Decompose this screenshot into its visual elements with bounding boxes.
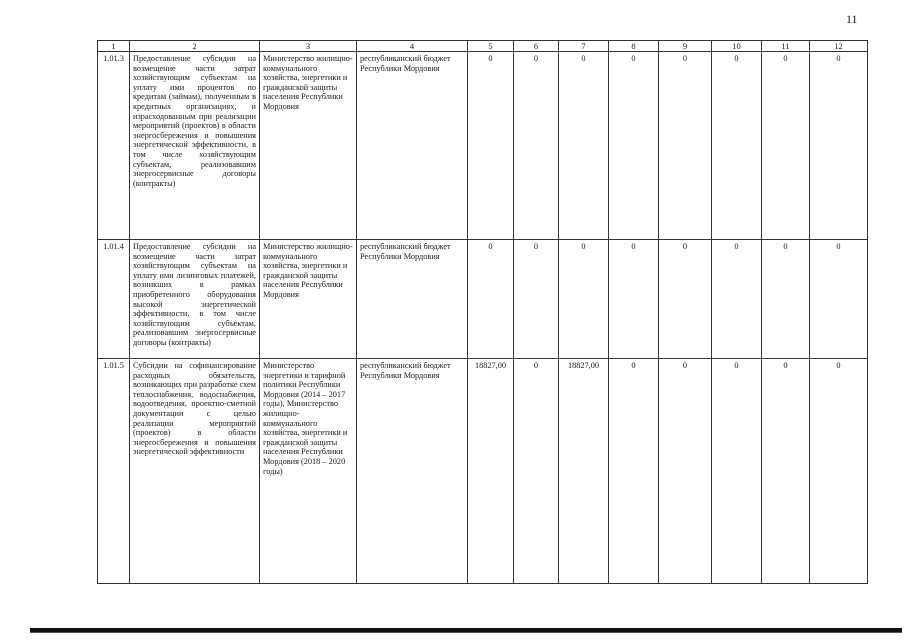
row-value: 0	[559, 240, 609, 359]
row-value: 0	[659, 52, 712, 240]
row-value: 18827,00	[559, 359, 609, 584]
row-value: 0	[762, 359, 810, 584]
column-header: 2	[130, 41, 260, 52]
row-value: 0	[810, 240, 868, 359]
row-executor: Министерство жилищно-коммунального хозяйства, энергетики и гражданской защиты населения Республики Мордовия	[260, 240, 357, 359]
row-value: 0	[609, 240, 659, 359]
column-header: 11	[762, 41, 810, 52]
budget-table	[97, 40, 868, 584]
column-header: 5	[468, 41, 514, 52]
row-value: 0	[514, 52, 559, 240]
row-executor: Министерство жилищно-коммунального хозяйства, энергетики и гражданской защиты населения Республики Мордовия	[260, 52, 357, 240]
row-value: 0	[468, 52, 514, 240]
row-value: 0	[659, 240, 712, 359]
column-header: 1	[98, 41, 130, 52]
page-number: 11	[846, 12, 858, 26]
row-funding-source: республиканский бюджет Республики Мордовия	[357, 52, 468, 240]
row-value: 0	[810, 359, 868, 584]
table-row	[98, 359, 868, 584]
column-header: 6	[514, 41, 559, 52]
row-description: Предоставление субсидии на возмещение части затрат хозяйствующим субъектам на уплату ими лизинговых платежей, возникших в рамках приобретенного оборудования высокой энергетической эффективности, в том числе хозяйствующим субъектам, реализовавшим энергосервисные договоры (контракты)	[130, 240, 260, 359]
row-funding-source: республиканский бюджет Республики Мордовия	[357, 359, 468, 584]
table-row	[98, 240, 868, 359]
row-code: 1.01.5	[98, 359, 130, 584]
column-header: 3	[260, 41, 357, 52]
row-value: 0	[810, 52, 868, 240]
row-value: 0	[762, 240, 810, 359]
row-description: Субсидии на софинансирование расходных обязательств, возникающих при разработке схем теплоснабжения, водоснабжения, водоотведения, проектно-сметной документации с целью реализации мероприятий (проектов) в области энергосбережения и повышения энергетической эффективности	[130, 359, 260, 584]
row-funding-source: республиканский бюджет Республики Мордовия	[357, 240, 468, 359]
column-header: 8	[609, 41, 659, 52]
row-value: 18827,00	[468, 359, 514, 584]
row-value: 0	[609, 359, 659, 584]
scan-edge-line	[30, 632, 902, 633]
column-header: 9	[659, 41, 712, 52]
row-value: 0	[659, 359, 712, 584]
row-value: 0	[712, 52, 762, 240]
row-executor: Министерство энергетики и тарифной политики Республики Мордовия (2014 – 2017 годы), Министерство жилищно-коммунального хозяйства, энергетики и гражданской защиты населения Республики Мордовия (2018 – 2020 годы)	[260, 359, 357, 584]
row-value: 0	[514, 359, 559, 584]
row-code: 1.01.3	[98, 52, 130, 240]
column-header: 10	[712, 41, 762, 52]
column-header: 4	[357, 41, 468, 52]
row-value: 0	[762, 52, 810, 240]
row-description: Предоставление субсидии на возмещение части затрат хозяйствующим субъектам на уплату ими процентов по кредитам (займам), полученным в кредитных организациях, и израсходованным при реализации мероприятий (проектов) в области энергосбережения и повышения энергетической эффективности, в том числе хозяйствующим субъектам, реализовавшим энергосервисные договоры (контракты)	[130, 52, 260, 240]
row-value: 0	[712, 359, 762, 584]
row-value: 0	[514, 240, 559, 359]
column-header: 12	[810, 41, 868, 52]
column-header: 7	[559, 41, 609, 52]
row-value: 0	[468, 240, 514, 359]
row-value: 0	[712, 240, 762, 359]
table-header-row	[98, 41, 868, 52]
table-row	[98, 52, 868, 240]
row-code: 1.01.4	[98, 240, 130, 359]
row-value: 0	[559, 52, 609, 240]
row-value: 0	[609, 52, 659, 240]
